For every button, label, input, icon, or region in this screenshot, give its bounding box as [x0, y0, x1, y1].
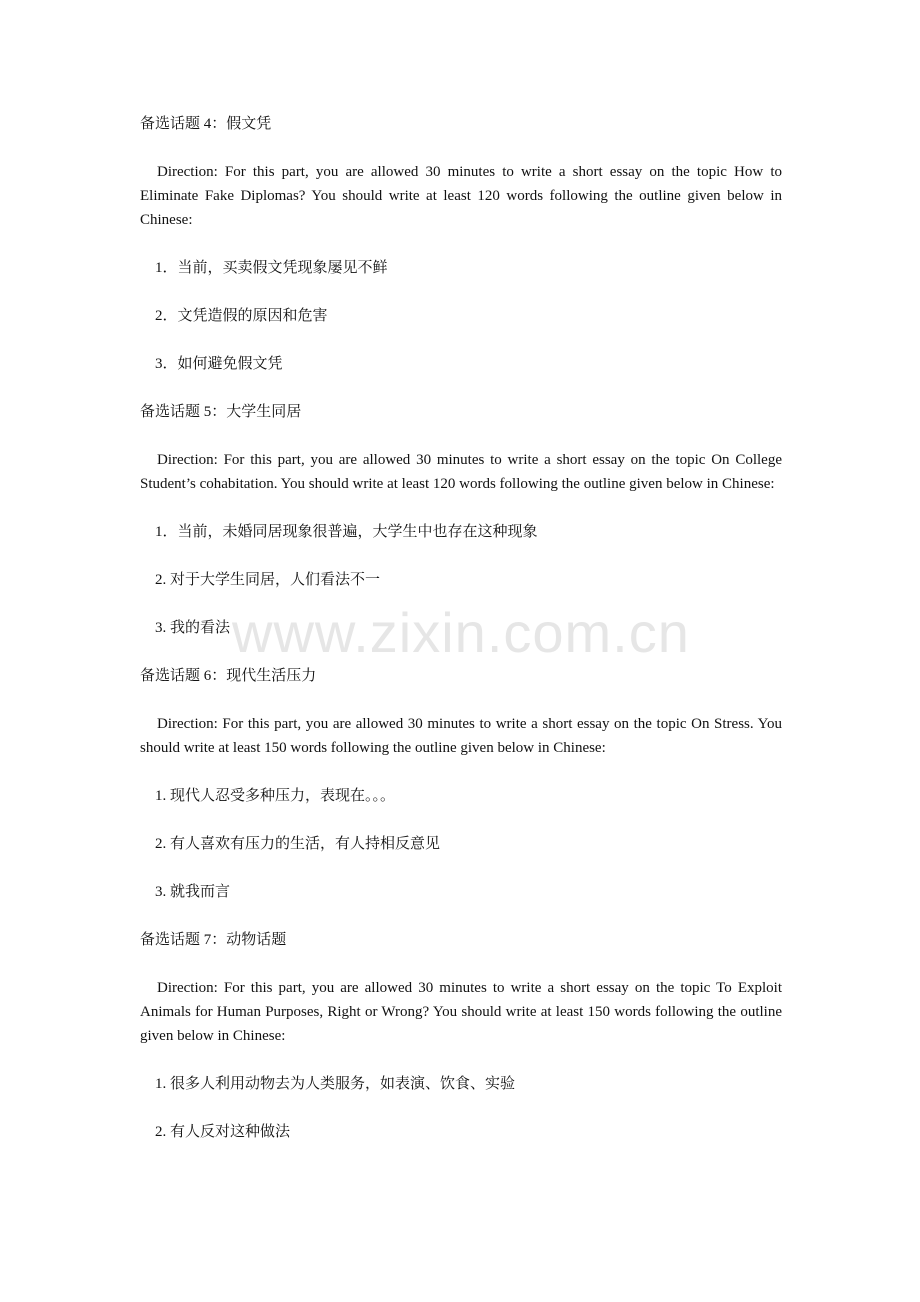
direction-paragraph: Direction: For this part, you are allowed 30 minutes to write a short essay on the topic How to Eliminate Fake Diplomas? You should write at least 120 words following the outline given below in Chinese:	[140, 164, 782, 228]
outline-item: 1. 很多人利用动物去为人类服务，如表演、饮食、实验	[155, 1076, 516, 1092]
outline-item: 3. 就我而言	[155, 884, 231, 900]
outline-item: 3. 我的看法	[155, 620, 231, 636]
outline-item: 2. 对于大学生同居，人们看法不一	[155, 572, 381, 588]
outline-item: 3．如何避免假文凭	[155, 356, 283, 372]
outline-item: 2. 有人反对这种做法	[155, 1124, 291, 1140]
watermark: www.zixin.com.cn	[232, 601, 690, 664]
topic-heading: 备选话题 4：假文凭	[140, 116, 272, 132]
topic-section	[140, 664, 782, 904]
direction-paragraph: Direction: For this part, you are allowed 30 minutes to write a short essay on the topic On College Student’s cohabitation. You should write at least 120 words following the outline given below in Chinese:	[140, 452, 782, 492]
topic-section	[140, 112, 782, 376]
document-page	[140, 112, 782, 1168]
topic-section	[140, 400, 782, 640]
topic-section	[140, 928, 782, 1144]
direction-paragraph: Direction: For this part, you are allowed 30 minutes to write a short essay on the topic On Stress. You should write at least 150 words following the outline given below in Chinese:	[140, 716, 782, 756]
outline-item: 2. 有人喜欢有压力的生活，有人持相反意见	[155, 836, 441, 852]
topic-heading: 备选话题 6：现代生活压力	[140, 668, 317, 684]
topic-heading: 备选话题 5：大学生同居	[140, 404, 302, 420]
outline-item: 1．当前，未婚同居现象很普遍，大学生中也存在这种现象	[155, 524, 538, 540]
outline-item: 1. 现代人忍受多种压力，表现在。。。	[155, 788, 396, 804]
outline-item: 1．当前，买卖假文凭现象屡见不鲜	[155, 260, 388, 276]
direction-paragraph: Direction: For this part, you are allowed 30 minutes to write a short essay on the topic To Exploit Animals for Human Purposes, Right or Wrong? You should write at least 150 words following the outline given below in Chinese:	[140, 980, 782, 1044]
topic-heading: 备选话题 7：动物话题	[140, 932, 287, 948]
outline-item: 2．文凭造假的原因和危害	[155, 308, 328, 324]
